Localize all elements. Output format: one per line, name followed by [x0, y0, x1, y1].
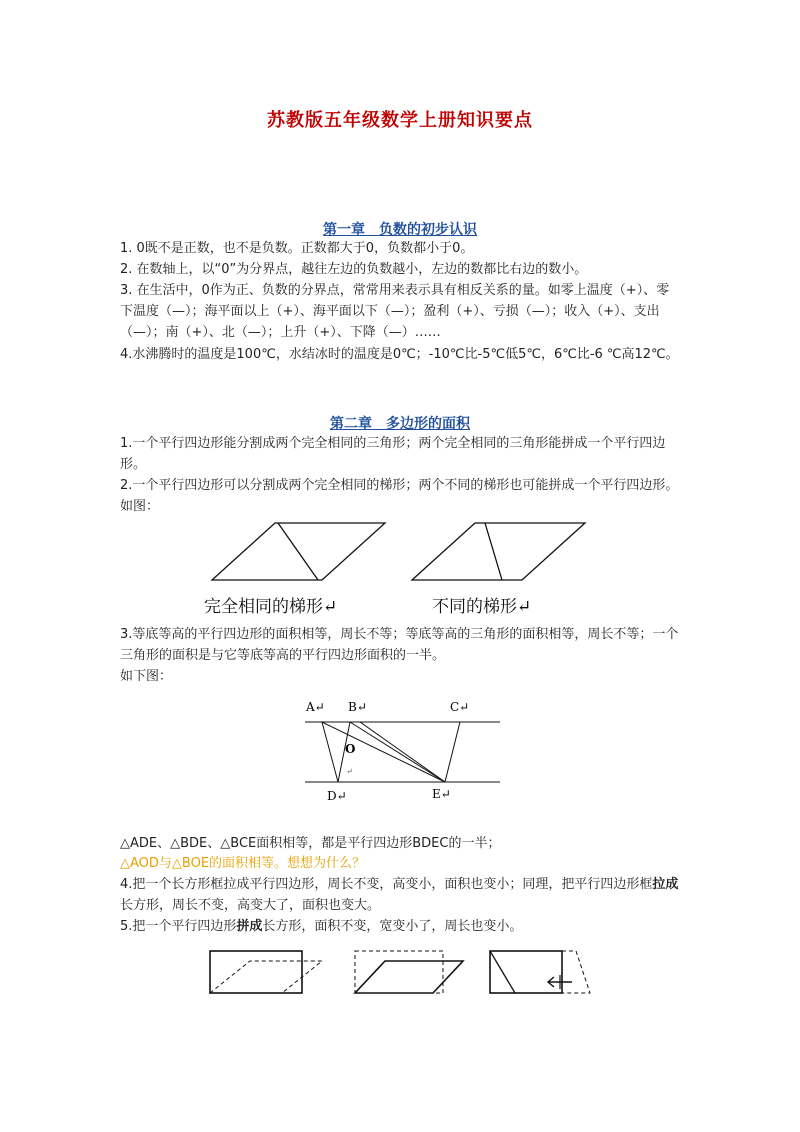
ch1-point-3: 3. 在生活中，0作为正、负数的分界点，常常用来表示具有相反关系的量。如零上温度（+）、零下温度（—）；海平面以上（+）、海平面以下（—）；盈利（+）、亏损（—）；收入（+）、支出（—）；南（+）、北（—）；上升（+）、下降（—）…… [120, 283, 670, 340]
point-5-text-a: 5.把一个平行四边形 [120, 919, 237, 934]
rectangle-1 [210, 951, 302, 993]
dashed-parallelogram-1 [210, 961, 322, 993]
ch2-point-3-lead: 如下图： [120, 669, 173, 684]
segment-b-inner [360, 722, 445, 782]
cut-line-3 [490, 951, 515, 993]
ch2-point-1: 1.一个平行四边形能分割成两个完全相同的三角形；两个完全相同的三角形能拼成一个平行四边形。 [120, 436, 666, 472]
label-a: A↵ [306, 700, 325, 714]
rectangle-3 [490, 951, 562, 993]
label-b: B↵ [348, 700, 367, 714]
ch2-point-2: 2.一个平行四边形可以分割成两个完全相同的梯形；两个不同的梯形也可能拼成一个平行四边形。如图： [120, 478, 679, 514]
point-4-text-c: 长方形，周长不变，高变大了，面积也变大。 [120, 898, 381, 913]
caption-different-trapezoids: 不同的梯形↵ [432, 597, 532, 617]
split-line-right [485, 523, 502, 580]
label-mark: ↵ [346, 767, 353, 776]
chapter-1-heading: 第一章 负数的初步认识 [323, 222, 477, 238]
document-title: 苏教版五年级数学上册知识要点 [267, 110, 533, 131]
label-c: C↵ [450, 700, 470, 714]
ch2-point-4 [120, 874, 680, 916]
segment-be [350, 722, 445, 782]
triangle-question: △AOD与△BOE的面积相等。想想为什么？ [120, 856, 366, 871]
segment-ce [445, 722, 460, 782]
ch1-point-2: 2. 在数轴上，以“0”为分界点，越往左边的负数越小，左边的数都比右边的数小。 [120, 262, 588, 277]
ch2-point-5 [120, 916, 680, 937]
triangle-ade [322, 722, 445, 782]
label-o: O [345, 742, 356, 756]
point-4-text-a: 4.把一个长方形框拉成平行四边形，周长不变，高变小，面积也变小；同理，把平行四边形框 [120, 877, 653, 892]
caption-identical-trapezoids: 完全相同的梯形↵ [204, 597, 338, 617]
ch2-point-3: 3.等底等高的平行四边形的面积相等，周长不等；等底等高的三角形的面积相等，周长不等；一个三角形的面积是与它等底等高的平行四边形面积的一半。 [120, 627, 679, 663]
point-5-bold: 拼成 [236, 919, 263, 934]
label-d: D↵ [327, 789, 347, 803]
parallelogram-right [412, 523, 585, 580]
dashed-rectangle-2 [355, 951, 443, 993]
label-e: E↵ [432, 787, 451, 801]
point-5-text-c: 长方形，面积不变，宽变小了，周长也变小。 [262, 919, 523, 934]
triangle-statement: △ADE、△BDE、△BCE面积相等，都是平行四边形BDEC的一半； [120, 836, 501, 851]
chapter-2-heading: 第二章 多边形的面积 [330, 416, 470, 432]
parallelogram-2 [355, 961, 463, 993]
equal-area-triangles-figure [300, 694, 510, 809]
point-4-bold: 拉成 [652, 877, 679, 892]
dashed-triangle-3 [562, 951, 590, 993]
split-line-left [278, 523, 318, 580]
ch1-point-1: 1. 0既不是正数，也不是负数。正数都大于0，负数都小于0。 [120, 241, 474, 256]
ch1-point-4: 4.水沸腾时的温度是100℃，水结冰时的温度是0℃；-10℃比-5℃低5℃，6℃比-6 ℃高12℃。 [120, 347, 679, 362]
rectangle-parallelogram-figure [200, 945, 600, 1005]
